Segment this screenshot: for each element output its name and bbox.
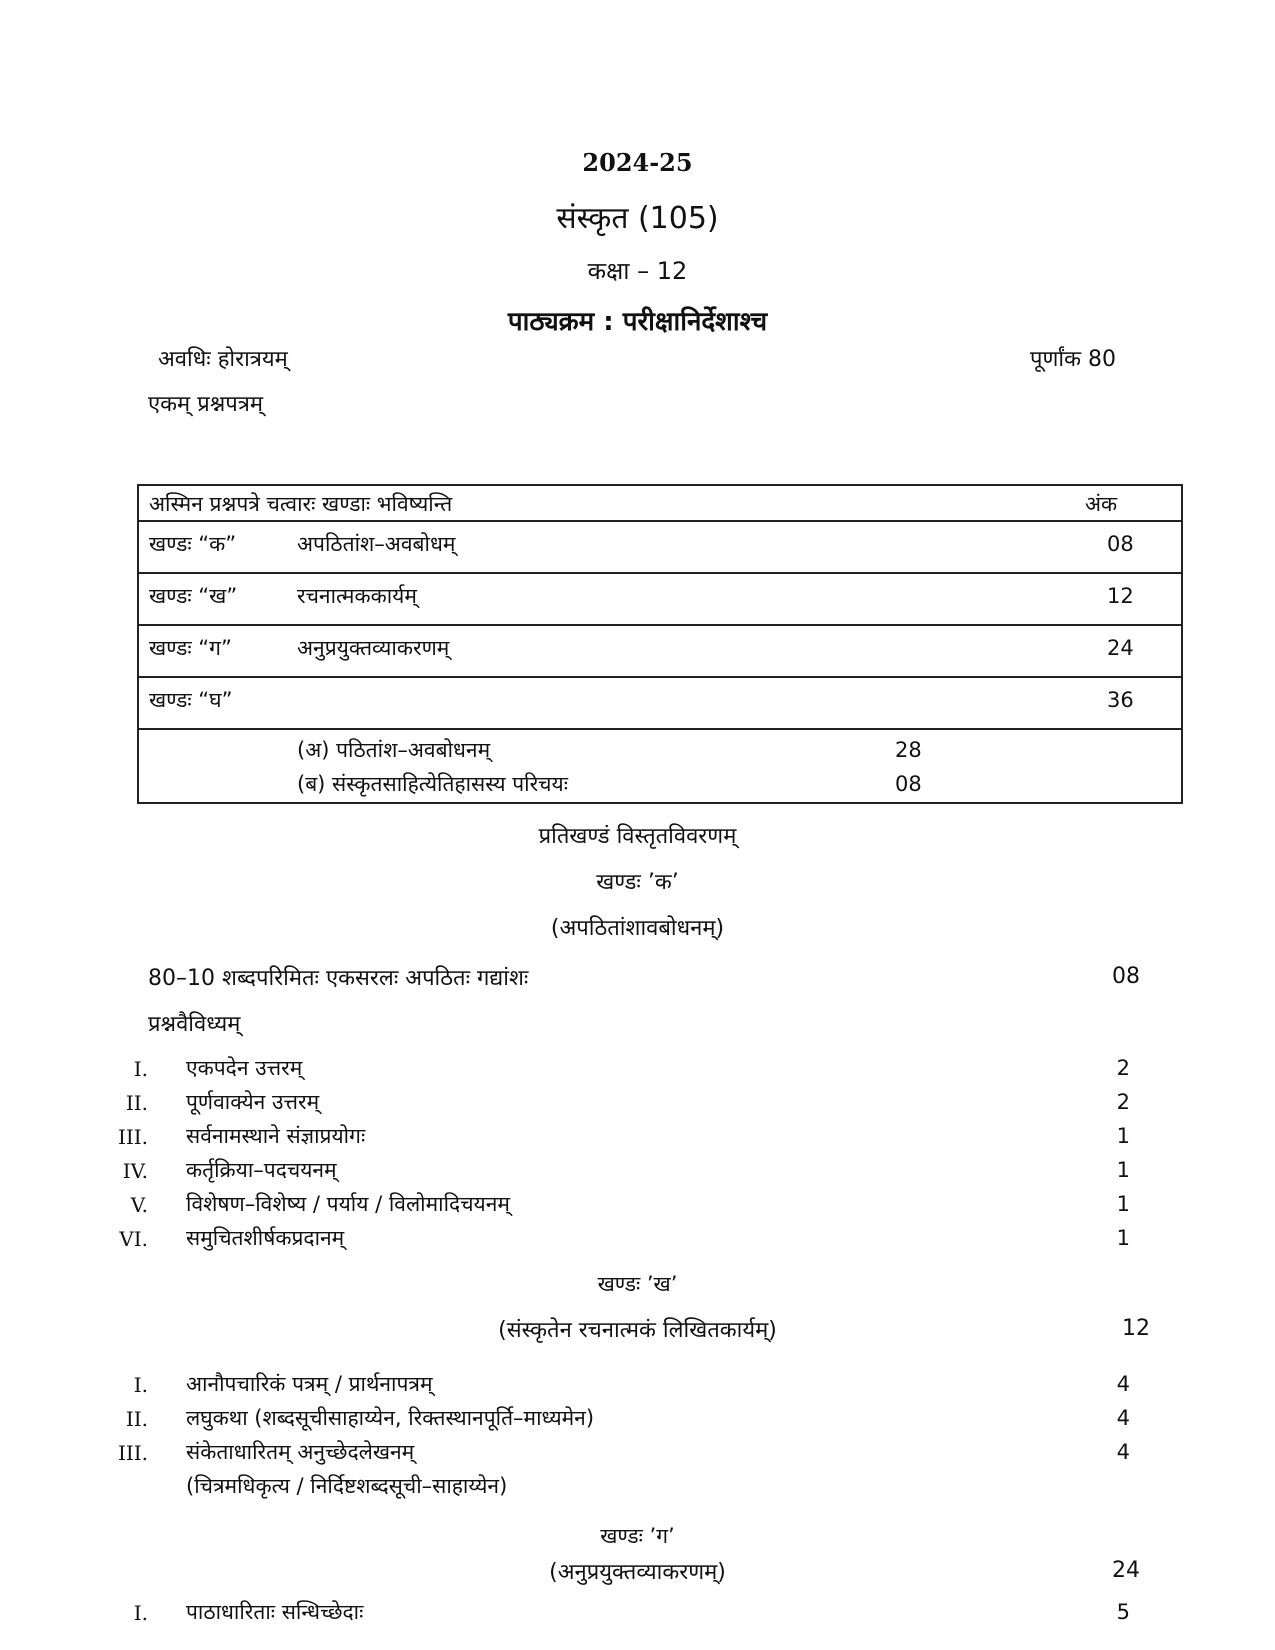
class-label: कक्षा – 12 [587, 257, 688, 285]
item-number: I. [133, 1373, 148, 1397]
item-marks: 4 [1116, 1440, 1130, 1464]
duration: अवधिः होरात्रयम् [158, 347, 288, 372]
table-subrows [139, 730, 1181, 802]
item-text-continuation: (चित्रमधिकृत्य / निर्दिष्टशब्दसूची–साहाय्येन) [186, 1474, 508, 1498]
table-heading: अस्मिन प्रश्नपत्रे चत्वारः खण्डाः भविष्यन्ति [149, 492, 453, 516]
item-text: विशेषण–विशेष्य / पर्याय / विलोमादिचयनम् [186, 1192, 510, 1216]
full-marks: पूर्णांक 80 [1030, 347, 1116, 372]
item-number: II. [125, 1407, 148, 1431]
item-text: एकपदेन उत्तरम् [186, 1056, 303, 1080]
paper-label: एकम् प्रश्नपत्रम् [148, 392, 264, 417]
item-number: V. [130, 1193, 148, 1217]
section-marks: 08 [1107, 532, 1134, 556]
passage-marks: 08 [1112, 964, 1140, 989]
section-k-heading: खण्डः ’क’ [596, 870, 679, 895]
item-text: लघुकथा (शब्दसूचीसाहाय्येन, रिक्तस्थानपूर्ति–माध्यमेन) [186, 1406, 595, 1430]
table-row [139, 626, 1181, 678]
syllabus-title: पाठ्यक्रम : परीक्षानिर्देशाश्च [507, 307, 768, 337]
section-label: खण्डः “घ” [149, 688, 233, 712]
item-marks: 5 [1116, 1600, 1130, 1624]
item-marks: 4 [1116, 1406, 1130, 1430]
item-text: सर्वनामस्थाने संज्ञाप्रयोगः [186, 1124, 366, 1148]
section-marks: 36 [1107, 688, 1134, 712]
item-text: आनौपचारिकं पत्रम् / प्रार्थनापत्रम् [186, 1372, 433, 1396]
subsection-marks: 08 [895, 772, 922, 796]
item-text: पूर्णवाक्येन उत्तरम् [186, 1090, 320, 1114]
section-topic: रचनात्मककार्यम् [297, 584, 417, 608]
section-topic: अपठितांश–अवबोधम् [297, 532, 456, 556]
table-row [139, 574, 1181, 626]
subsection-label: (अ) पठितांश–अवबोधनम् [297, 738, 491, 762]
details-title: प्रतिखण्डं विस्तृतविवरणम् [538, 824, 737, 849]
item-text: संकेताधारितम् अनुच्छेदलेखनम् [186, 1440, 415, 1464]
section-kh-marks: 12 [1122, 1316, 1150, 1341]
passage-desc: 80–10 शब्दपरिमितः एकसरलः अपठितः गद्यांशः [148, 966, 529, 991]
table-row [139, 522, 1181, 574]
item-number: I. [133, 1601, 148, 1625]
section-label: खण्डः “ख” [149, 584, 238, 608]
year: 2024-25 [582, 148, 693, 177]
marks-heading: अंक [1085, 492, 1118, 516]
item-number: VI. [119, 1227, 148, 1251]
section-g-heading: खण्डः ’ग’ [600, 1524, 675, 1548]
item-marks: 1 [1116, 1158, 1130, 1182]
item-marks: 1 [1116, 1124, 1130, 1148]
item-marks: 4 [1116, 1372, 1130, 1396]
item-marks: 1 [1116, 1192, 1130, 1216]
item-text: कर्तृक्रिया–पदचयनम् [186, 1158, 337, 1182]
sections-table [137, 484, 1183, 804]
subject-title: संस्कृत (105) [556, 201, 719, 236]
subsection-label: (ब) संस्कृतसाहित्येतिहासस्य परिचयः [297, 772, 568, 796]
section-kh-subheading: (संस्कृतेन रचनात्मकं लिखितकार्यम्) [498, 1318, 777, 1343]
item-marks: 2 [1116, 1090, 1130, 1114]
item-number: II. [125, 1091, 148, 1115]
item-number: III. [117, 1441, 148, 1465]
item-number: III. [117, 1125, 148, 1149]
section-k-subheading: (अपठितांशावबोधनम्) [550, 916, 725, 941]
item-marks: 2 [1116, 1056, 1130, 1080]
section-label: खण्डः “ग” [149, 636, 232, 660]
subsection-marks: 28 [895, 738, 922, 762]
question-variety: प्रश्नवैविध्यम् [148, 1012, 241, 1037]
section-topic: अनुप्रयुक्तव्याकरणम् [297, 636, 450, 660]
section-g-marks: 24 [1112, 1558, 1140, 1583]
item-marks: 1 [1116, 1226, 1130, 1250]
item-text: पाठाधारिताः सन्धिच्छेदाः [186, 1600, 364, 1624]
section-marks: 12 [1107, 584, 1134, 608]
table-header-row [139, 486, 1181, 522]
section-marks: 24 [1107, 636, 1134, 660]
item-text: समुचितशीर्षकप्रदानम् [186, 1226, 345, 1250]
section-kh-heading: खण्डः ’ख’ [597, 1272, 678, 1296]
table-row [139, 678, 1181, 730]
section-g-subheading: (अनुप्रयुक्तव्याकरणम्) [549, 1560, 726, 1585]
item-number: IV. [122, 1159, 148, 1183]
section-label: खण्डः “क” [149, 532, 237, 556]
item-number: I. [133, 1057, 148, 1081]
